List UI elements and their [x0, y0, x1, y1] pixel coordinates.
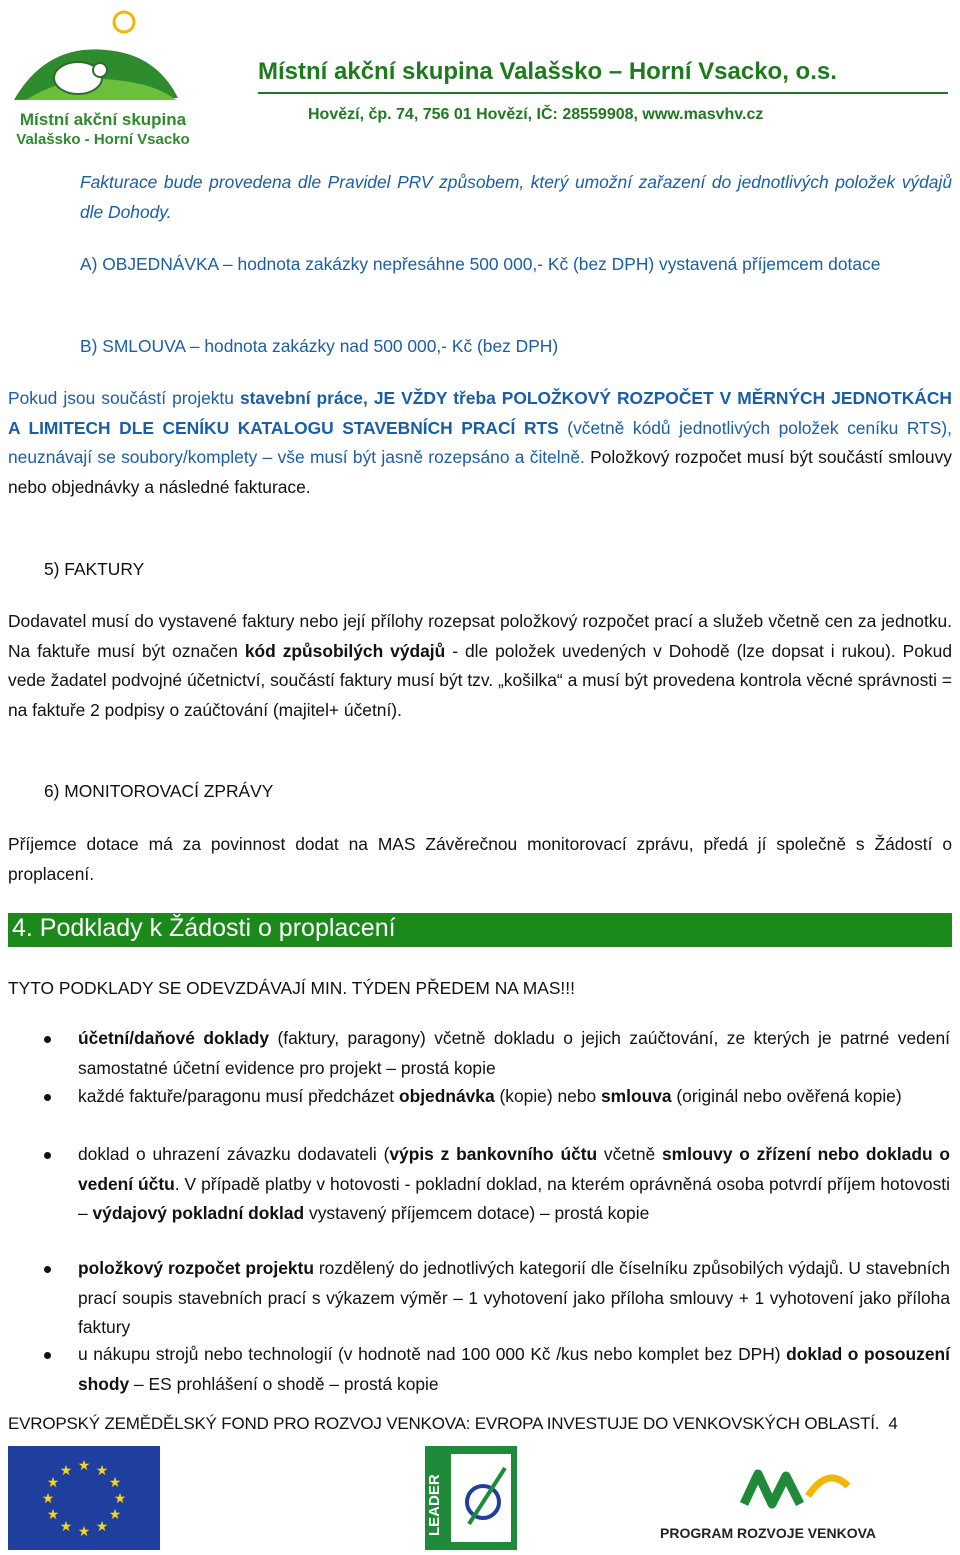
- notice-text: TYTO PODKLADY SE ODEVZDÁVAJÍ MIN. TÝDEN PŘEDEM NA MAS!!!: [8, 978, 575, 998]
- section6-paragraph: Příjemce dotace má za povinnost dodat na MAS Závěrečnou monitorovací zprávu, předá jí společně s Žádostí o proplacení.: [8, 834, 952, 884]
- item-bold: položkový rozpočet projektu: [78, 1258, 314, 1278]
- list-item: [78, 1140, 950, 1229]
- footer-slogan: EVROPSKÝ ZEMĚDĚLSKÝ FOND PRO ROZVOJ VENKOVA: EVROPA INVESTUJE DO VENKOVSKÝCH OBLASTÍ.: [8, 1414, 880, 1433]
- svg-text:★: ★: [95, 1463, 109, 1479]
- item-text: vystavený příjemcem dotace) – prostá kopie: [304, 1203, 650, 1223]
- item-bold: výpis z bankovního účtu: [389, 1144, 598, 1164]
- svg-text:★: ★: [77, 1458, 91, 1474]
- item-bold: smlouva: [601, 1086, 672, 1106]
- leader-logo: [425, 1446, 517, 1550]
- section5-heading: 5) FAKTURY: [44, 559, 145, 579]
- eu-flag-graphic: [8, 1446, 160, 1550]
- intro-paragraph: Fakturace bude provedena dle Pravidel PRV způsobem, který umožní zařazení do jednotlivých položek výdajů dle Dohody.: [80, 172, 952, 222]
- item-bold: výdajový pokladní doklad: [92, 1203, 305, 1223]
- leader-label: LEADER: [426, 1474, 443, 1536]
- item-text: včetně: [597, 1144, 662, 1164]
- list-item: [78, 1254, 950, 1343]
- list-item: [78, 1082, 950, 1112]
- prv-logo-graphic: [648, 1446, 888, 1546]
- item-text: (kopie) nebo: [494, 1086, 601, 1106]
- item-bold: smlouvy o zřízení nebo dokladu o vedení účtu: [78, 1144, 950, 1194]
- svg-text:★: ★: [41, 1491, 55, 1507]
- bullet-icon: [44, 1094, 51, 1101]
- organization-name: Místní akční skupina Valašsko – Horní Vsacko, o.s.: [258, 58, 837, 85]
- svg-text:★: ★: [95, 1519, 109, 1535]
- budget-text-2: (včetně kódů jednotlivých položek ceníku RTS), neuznávají se soubory/komplety – vše musí být jasně rozepsáno a čitelně.: [8, 417, 952, 467]
- mas-logo-graphic: [6, 4, 198, 152]
- section5-text-1: Dodavatel musí do vystavené faktury nebo její přílohy rozepsat položkový rozpočet prací a služeb včetně cen za jednotku. Na faktuře musí být označen: [8, 611, 952, 661]
- budget-text-1: Pokud jsou součástí projektu: [8, 388, 240, 408]
- section5-bold: kód způsobilých výdajů: [244, 640, 446, 661]
- item-text: . V případě platby v hotovosti - pokladní doklad, na kterém oprávněná osoba potvrdí příjem hotovosti –: [78, 1173, 950, 1223]
- item-text: (faktury, paragony) včetně dokladu o jejich zaúčtování, ze kterých je patrné vedení samostatné účetní evidence pro projekt – prostá kopie: [78, 1028, 950, 1078]
- list-item: [78, 1024, 950, 1083]
- option-b: B) SMLOUVA – hodnota zakázky nad 500 000,- Kč (bez DPH): [80, 336, 559, 356]
- footer-text: [8, 1414, 898, 1434]
- svg-text:★: ★: [108, 1507, 122, 1523]
- item-text: každé faktuře/paragonu musí předcházet: [78, 1086, 399, 1106]
- prv-label: PROGRAM ROZVOJE VENKOVA: [660, 1525, 876, 1541]
- budget-bold: stavební práce, JE VŽDY třeba POLOŽKOVÝ ROZPOČET V MĚRNÝCH JEDNOTKÁCH A LIMITECH DLE CENÍKU KATALOGU STAVEBNÍCH PRACÍ RTS: [8, 388, 952, 438]
- option-a: A) OBJEDNÁVKA – hodnota zakázky nepřesáhne 500 000,- Kč (bez DPH) vystavená příjemcem dotace: [80, 254, 881, 274]
- header-rule: [258, 92, 948, 94]
- svg-text:★: ★: [59, 1463, 73, 1479]
- svg-text:★: ★: [113, 1491, 127, 1507]
- item-text: rozdělený do jednotlivých kategorií dle číselníku způsobilých výdajů. U stavebních prací soupis stavebních prací s výkazem výměr – 1 vyhotovení jako příloha smlouvy + 1 vyhotovení jako příloha faktury: [78, 1258, 950, 1337]
- svg-text:★: ★: [108, 1475, 122, 1491]
- prv-logo: [648, 1446, 888, 1546]
- section4-banner: [8, 913, 952, 947]
- item-text: (originál nebo ověřená kopie): [671, 1086, 902, 1106]
- svg-text:★: ★: [46, 1475, 60, 1491]
- item-text: – ES prohlášení o shodě – prostá kopie: [129, 1373, 439, 1394]
- svg-text:★: ★: [46, 1507, 60, 1523]
- bullet-icon: [44, 1266, 51, 1273]
- logo-line1: Místní akční skupina: [19, 110, 187, 129]
- bullet-icon: [44, 1152, 51, 1159]
- svg-text:★: ★: [59, 1519, 73, 1535]
- svg-text:★: ★: [77, 1524, 91, 1540]
- item-bold: doklad o posouzení shody: [78, 1344, 950, 1394]
- bullet-icon: [44, 1352, 51, 1359]
- section5-paragraph: [8, 607, 952, 725]
- budget-paragraph: [8, 384, 952, 502]
- logo-line2: Valašsko - Horní Vsacko: [16, 131, 190, 148]
- bullet-icon: [44, 1036, 51, 1043]
- section6-heading: 6) MONITOROVACÍ ZPRÁVY: [44, 781, 274, 801]
- eu-flag-logo: [8, 1446, 160, 1550]
- item-bold: účetní/daňové doklady: [78, 1028, 270, 1048]
- budget-text-3: Položkový rozpočet musí být součástí smlouvy nebo objednávky a následné fakturace.: [8, 447, 952, 497]
- item-text: u nákupu strojů nebo technologií (v hodnotě nad 100 000 Kč /kus nebo komplet bez DPH): [78, 1344, 787, 1364]
- list-item: [78, 1340, 950, 1399]
- organization-address: Hovězí, čp. 74, 756 01 Hovězí, IČ: 28559908, www.masvhv.cz: [308, 106, 764, 123]
- mas-logo: [6, 4, 198, 152]
- page-number: 4: [888, 1414, 898, 1433]
- leader-logo-graphic: [425, 1446, 517, 1550]
- section5-text-2: - dle položek uvedených v Dohodě (lze dopsat i rukou). Pokud vede žadatel podvojné účetnictví, součástí faktury musí být tzv. „košilka“ a musí být provedena kontrola věcné správnosti = na faktuře 2 podpisy o zaúčtování (majitel+ účetní).: [8, 640, 952, 720]
- section4-heading: 4. Podklady k Žádosti o proplacení: [12, 914, 396, 942]
- item-text: doklad o uhrazení závazku dodavateli (: [78, 1144, 390, 1164]
- item-bold: objednávka: [398, 1086, 495, 1106]
